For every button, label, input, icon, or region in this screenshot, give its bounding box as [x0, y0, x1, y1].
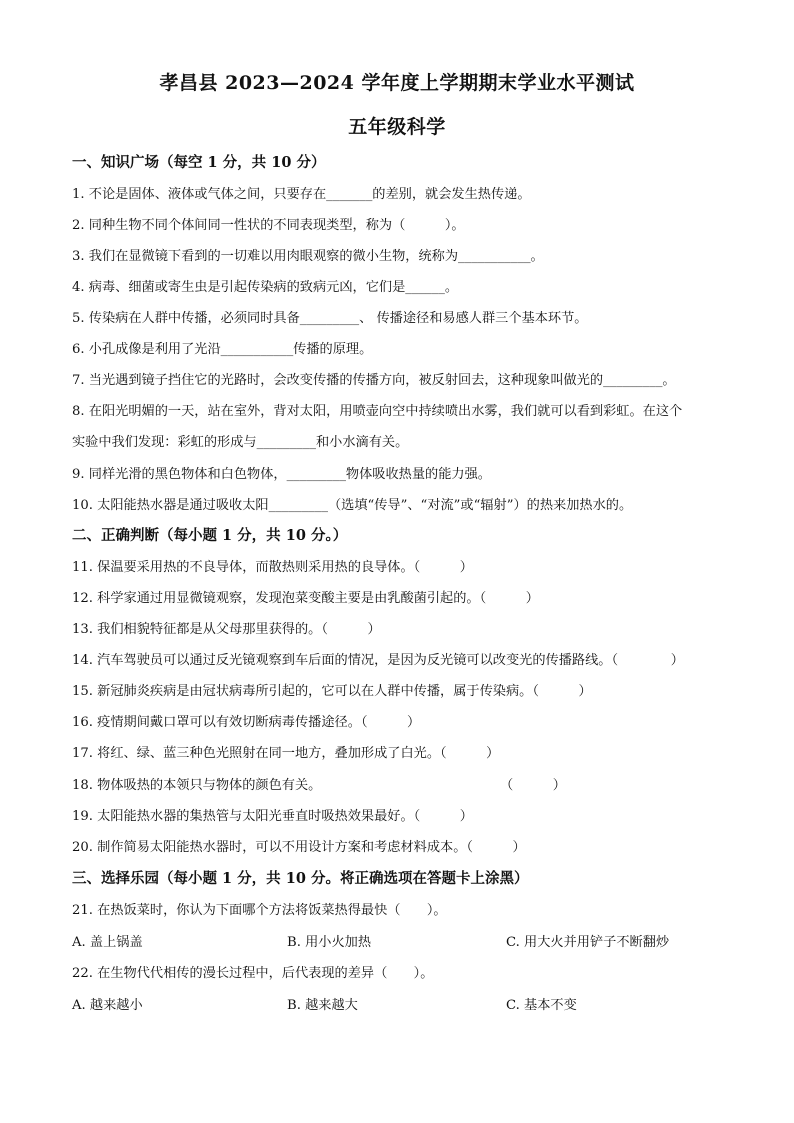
question-6: 6. 小孔成像是利用了光沿___________传播的原理。 — [72, 342, 373, 357]
section-heading-fill-in: 一、知识广场（每空 1 分，共 10 分） — [72, 154, 326, 171]
question-20: 20. 制作简易太阳能热水器时，可以不用设计方案和考虑材料成本。（ ） — [72, 840, 526, 855]
question-22-option-c: C. 基本不变 — [506, 998, 577, 1013]
question-18: 18. 物体吸热的本领只与物体的颜色有关。 — [72, 778, 322, 793]
question-12: 12. 科学家通过用显微镜观察，发现泡菜变酸主要是由乳酸菌引起的。（ ） — [72, 591, 539, 606]
question-22-option-b: B. 越来越大 — [287, 998, 358, 1013]
question-9: 9. 同样光滑的黑色物体和白色物体，_________物体吸收热量的能力强。 — [72, 467, 491, 482]
question-8-line-2: 实验中我们发现：彩虹的形成与_________和小水滴有关。 — [72, 435, 409, 450]
question-3: 3. 我们在显微镜下看到的一切难以用肉眼观察的微小生物，统称为___________。 — [72, 249, 544, 264]
question-21-option-a: A. 盖上锅盖 — [72, 935, 143, 950]
question-16: 16. 疫情期间戴口罩可以有效切断病毒传播途径。（ ） — [72, 715, 421, 730]
question-18-answer-paren: （ ） — [500, 778, 566, 793]
section-heading-choice: 三、选择乐园（每小题 1 分，共 10 分。将正确选项在答题卡上涂黑） — [72, 870, 529, 887]
question-19: 19. 太阳能热水器的集热管与太阳光垂直时吸热效果最好。（ ） — [72, 809, 473, 824]
exam-title: 孝昌县 2023—2024 学年度上学期期末学业水平测试 — [159, 72, 635, 94]
exam-subtitle: 五年级科学 — [348, 116, 446, 138]
question-22-option-a: A. 越来越小 — [72, 998, 143, 1013]
question-10: 10. 太阳能热水器是通过吸收太阳_________（选填“传导”、“对流”或“辐射”）的热来加热水的。 — [72, 498, 633, 513]
question-21-option-c: C. 用大火并用铲子不断翻炒 — [506, 935, 670, 950]
question-5: 5. 传染病在人群中传播，必须同时具备_________、 传播途径和易感人群三个基本环节。 — [72, 311, 588, 326]
question-11: 11. 保温要采用热的不良导体，而散热则采用热的良导体。（ ） — [72, 560, 473, 575]
section-heading-judge: 二、正确判断（每小题 1 分，共 10 分。） — [72, 527, 348, 544]
question-14: 14. 汽车驾驶员可以通过反光镜观察到车后面的情况，是因为反光镜可以改变光的传播路线。（ ） — [72, 653, 684, 668]
question-1: 1. 不论是固体、液体或气体之间，只要存在_______的差别，就会发生热传递。 — [72, 187, 531, 202]
question-13: 13. 我们相貌特征都是从父母那里获得的。（ ） — [72, 622, 381, 637]
question-17: 17. 将红、绿、蓝三种色光照射在同一地方，叠加形成了白光。（ ） — [72, 746, 500, 761]
question-8-line-1: 8. 在阳光明媚的一天，站在室外，背对太阳，用喷壶向空中持续喷出水雾，我们就可以看到彩虹。在这个 — [72, 404, 683, 419]
question-15: 15. 新冠肺炎疾病是由冠状病毒所引起的，它可以在人群中传播，属于传染病。（ ） — [72, 684, 592, 699]
question-21: 21. 在热饭菜时，你认为下面哪个方法将饭菜热得最快（ ）。 — [72, 903, 447, 918]
question-22: 22. 在生物代代相传的漫长过程中，后代表现的差异（ ）。 — [72, 966, 434, 981]
question-21-option-b: B. 用小火加热 — [287, 935, 372, 950]
question-7: 7. 当光遇到镜子挡住它的光路时，会改变传播的传播方向，被反射回去，这种现象叫做光的_________。 — [72, 373, 676, 388]
question-4: 4. 病毒、细菌或寄生虫是引起传染病的致病元凶，它们是______。 — [72, 280, 459, 295]
question-2: 2. 同种生物不同个体间同一性状的不同表现类型，称为（ ）。 — [72, 218, 465, 233]
